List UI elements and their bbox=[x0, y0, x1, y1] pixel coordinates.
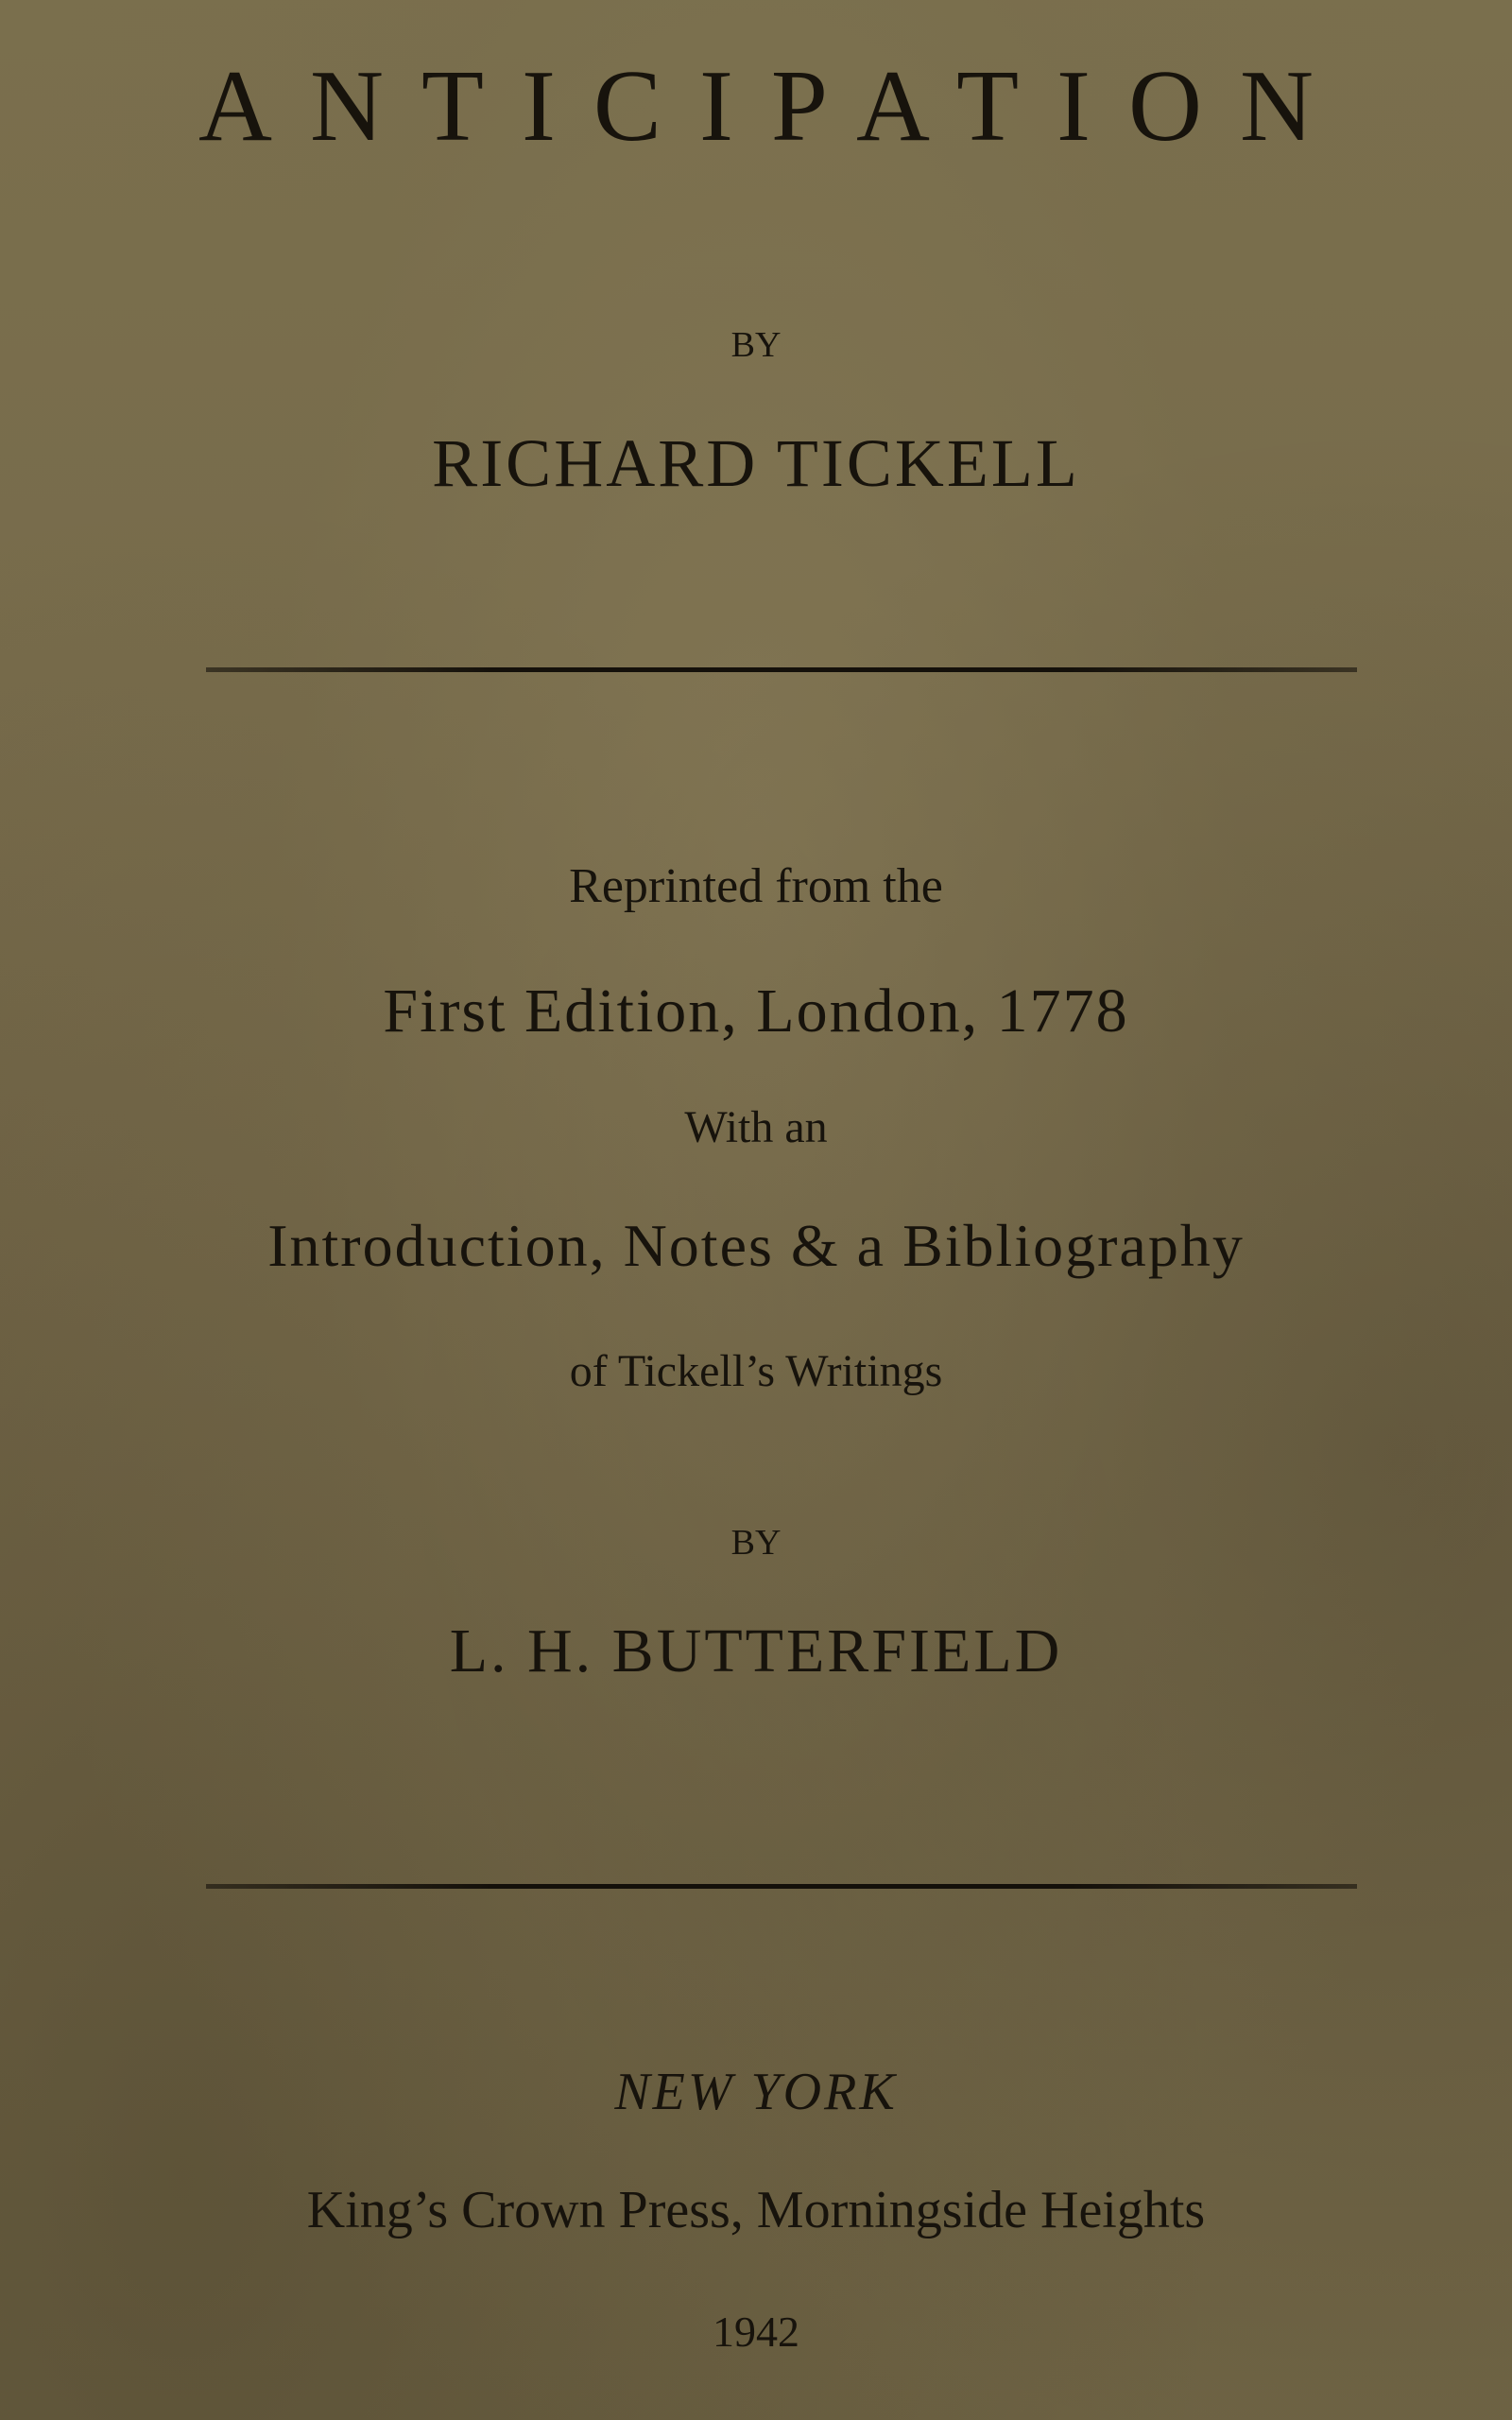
publisher-line: King’s Crown Press, Morningside Heights bbox=[306, 2181, 1206, 2239]
editor-name: L. H. BUTTERFIELD bbox=[449, 1616, 1063, 1685]
author-by-label: BY bbox=[730, 325, 782, 365]
publication-year: 1942 bbox=[713, 2308, 799, 2356]
edition-line: First Edition, London, 1778 bbox=[383, 977, 1129, 1046]
author-name: RICHARD TICKELL bbox=[432, 425, 1080, 501]
writings-line: of Tickell’s Writings bbox=[569, 1346, 943, 1396]
with-an-line: With an bbox=[684, 1102, 828, 1152]
book-title: ANTICIPATION bbox=[198, 50, 1352, 163]
introduction-line: Introduction, Notes & a Bibliography bbox=[267, 1212, 1245, 1279]
reprint-line: Reprinted from the bbox=[569, 859, 943, 913]
bottom-rule-divider bbox=[206, 1884, 1357, 1889]
editor-by-label: BY bbox=[730, 1523, 782, 1563]
publication-city: NEW YORK bbox=[614, 2063, 898, 2121]
top-rule-divider bbox=[206, 667, 1357, 672]
